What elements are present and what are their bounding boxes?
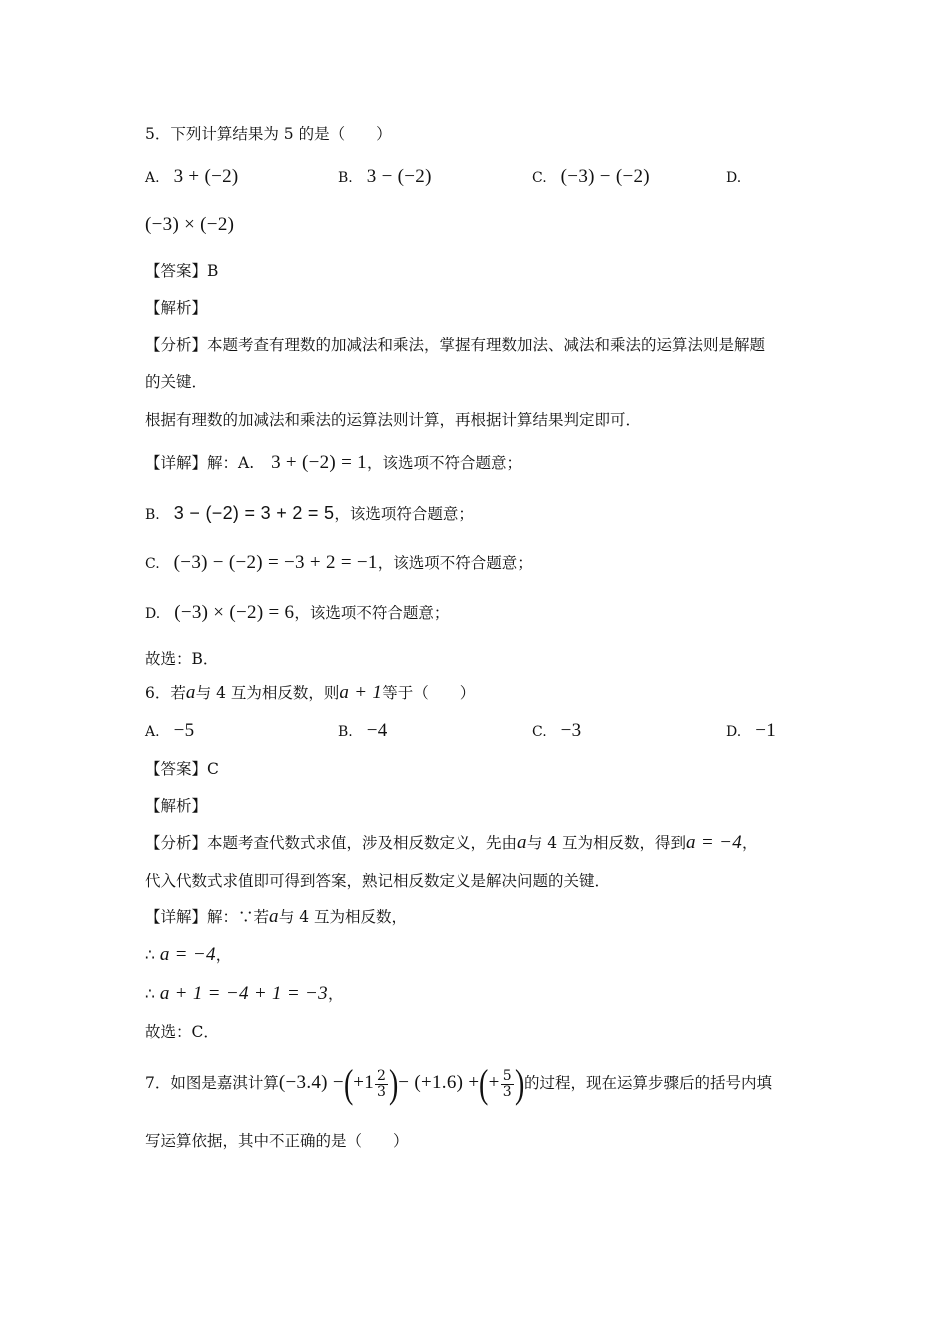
left-paren-1: ( — [343, 1061, 354, 1106]
q5-detail-a — [145, 452, 820, 474]
q7-fraction-sign: + — [488, 1072, 500, 1093]
q6-detail-line-1 — [145, 906, 820, 928]
q6-option-c-label: C. — [532, 724, 547, 740]
q5-option-d — [726, 166, 755, 189]
q6-option-d-math: −1 — [755, 720, 777, 741]
q6-step-2 — [145, 983, 820, 1005]
q5-jiexi-heading: 【解析】 — [145, 299, 208, 317]
q7-fraction-numerator: 5 — [502, 1067, 512, 1084]
q7-expression-part-1: (−3.4) − — [278, 1072, 344, 1093]
right-paren-2: ) — [514, 1061, 524, 1106]
q5-detail-b — [145, 502, 820, 526]
q6-option-d — [726, 720, 776, 743]
q7-stem-part-2: 的过程，现在运算步骤后的括号内填 — [523, 1074, 772, 1092]
q5-detail-c — [145, 552, 820, 575]
therefore-symbol-1: ∴ — [145, 946, 155, 964]
q5-detail-c-math: (−3) − (−2) = −3 + 2 = −1 — [173, 552, 378, 573]
q6-option-a-label: A. — [145, 724, 160, 740]
q7-expression-part-2: − (+1.6) + — [398, 1072, 480, 1093]
q5-option-b-label: B. — [338, 170, 353, 186]
q5-detail-b-math: 3 − (−2) = 3 + 2 = 5 — [173, 503, 335, 523]
q7-stem-part-1: 7．如图是嘉淇计算 — [145, 1074, 279, 1092]
right-paren-1: ) — [388, 1061, 399, 1106]
q6-stem-part-3: 等于（ ） — [382, 684, 476, 702]
q5-detail-d-math: (−3) × (−2) = 6 — [174, 602, 295, 623]
q5-option-b-math: 3 − (−2) — [366, 166, 432, 187]
q5-option-d-math: (−3) × (−2) — [145, 214, 235, 235]
q6-detail-part-2: 与 4 互为相反数， — [278, 908, 408, 926]
q5-stem — [145, 123, 820, 145]
q5-detail-prefix: 【详解】解：A. — [145, 454, 255, 472]
q6-analysis-equation: a = −4 — [686, 832, 742, 853]
q6-analysis-line-1 — [145, 832, 820, 854]
q6-analysis-variable: a — [517, 832, 527, 853]
q7-stem-line-2: 写运算依据，其中不正确的是（ ） — [145, 1132, 409, 1150]
q7-fraction — [501, 1069, 514, 1100]
q5-detail-c-text: ，该选项不符合题意； — [377, 554, 533, 572]
q6-stem-variable: a — [185, 682, 196, 703]
q7-mixed-whole: +1 — [353, 1072, 375, 1093]
q6-analysis-line-2: 代入代数式求值即可得到答案，熟记相反数定义是解决问题的关键． — [145, 872, 611, 890]
q6-options-row — [145, 720, 820, 746]
q5-option-d-continued — [145, 214, 820, 236]
q6-option-c — [532, 720, 582, 743]
q6-option-a-math: −5 — [173, 720, 195, 741]
q5-option-a — [145, 166, 239, 189]
q5-option-c-math: (−3) − (−2) — [560, 166, 650, 187]
q5-detail-d-label: D. — [145, 606, 161, 622]
q6-detail-part-1: 【详解】解：∵若 — [145, 908, 270, 926]
q5-analysis-line-1: 【分析】本题考查有理数的加减法和乘法，掌握有理数加法、减法和乘法的运算法则是解题 — [145, 336, 766, 354]
q6-conclusion: 故选：C． — [145, 1023, 219, 1041]
q6-stem-expression: a + 1 — [339, 682, 383, 703]
q5-stem-text: 5．下列计算结果为 5 的是（ ） — [145, 125, 392, 143]
q6-option-b — [338, 720, 388, 743]
q5-option-b — [338, 166, 432, 189]
therefore-symbol-2: ∴ — [145, 985, 155, 1003]
q5-option-c — [532, 166, 650, 189]
q7-fraction-denominator: 3 — [502, 1083, 512, 1100]
q5-option-a-label: A. — [145, 170, 160, 186]
q6-jiexi-heading: 【解析】 — [145, 797, 208, 815]
q6-step-2-math: a + 1 = −4 + 1 = −3 — [159, 983, 328, 1004]
q6-stem-part-2: 与 4 互为相反数，则 — [195, 684, 340, 702]
q5-analysis-line-2: 的关键． — [145, 373, 208, 391]
q6-step-1-math: a = −4 — [159, 944, 216, 965]
q6-analysis-part-3: ， — [742, 834, 758, 852]
q6-analysis-part-1: 【分析】本题考查代数式求值，涉及相反数定义，先由 — [145, 834, 518, 852]
q5-detail-a-text: ，该选项不符合题意； — [366, 454, 522, 472]
q7-mixed-fraction — [375, 1069, 388, 1100]
q6-option-b-label: B. — [338, 724, 353, 740]
q6-step-1-tail: ， — [215, 946, 232, 964]
q6-step-2-tail: ， — [327, 985, 344, 1003]
q5-detail-b-text: ，该选项符合题意； — [334, 505, 474, 523]
q5-option-a-math: 3 + (−2) — [173, 166, 239, 187]
q6-option-a — [145, 720, 194, 743]
q6-option-c-math: −3 — [560, 720, 582, 741]
q6-stem-part-1: 6．若 — [145, 684, 186, 702]
q6-step-1 — [145, 944, 820, 966]
q5-analysis-line-3: 根据有理数的加减法和乘法的运算法则计算，再根据计算结果判定即可． — [145, 411, 642, 429]
q5-detail-b-label: B. — [145, 507, 160, 523]
q5-detail-c-label: C. — [145, 556, 160, 572]
q5-option-d-label: D. — [726, 170, 742, 186]
q7-mixed-denominator: 3 — [377, 1083, 386, 1100]
left-paren-2: ( — [479, 1061, 489, 1106]
q6-detail-variable: a — [269, 906, 279, 927]
q6-stem — [145, 682, 820, 704]
q5-option-c-label: C. — [532, 170, 547, 186]
q5-detail-d-text: ，该选项不符合题意； — [294, 604, 450, 622]
q6-answer: 【答案】C — [145, 760, 219, 778]
q7-stem-line-1 — [145, 1061, 820, 1109]
q5-detail-a-math: 3 + (−2) = 1 — [271, 452, 367, 473]
q6-option-d-label: D. — [726, 724, 742, 740]
q5-answer: 【答案】B — [145, 262, 219, 280]
q6-option-b-math: −4 — [366, 720, 388, 741]
q6-analysis-part-2: 与 4 互为相反数，得到 — [526, 834, 687, 852]
q5-detail-d — [145, 602, 820, 625]
q5-conclusion: 故选：B． — [145, 650, 219, 668]
q5-options-row — [145, 166, 820, 192]
q7-mixed-numerator: 2 — [377, 1067, 386, 1084]
